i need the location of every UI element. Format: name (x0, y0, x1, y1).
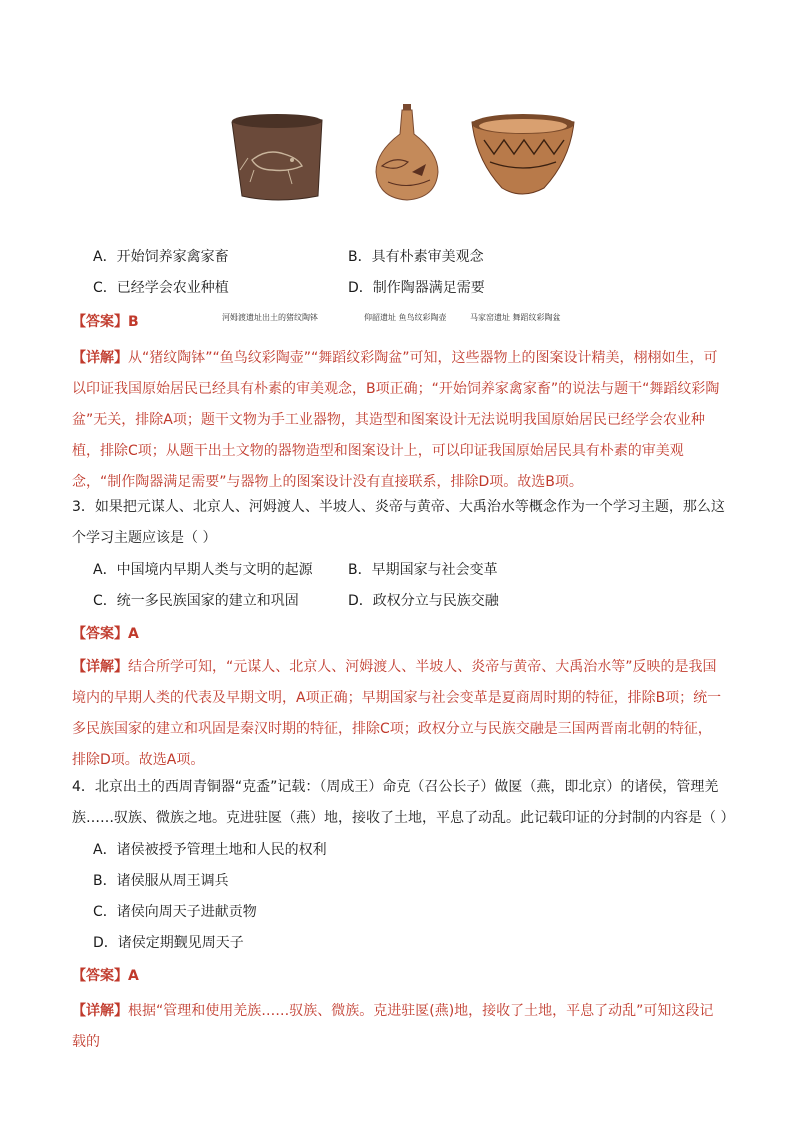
explanation (72, 343, 724, 498)
option-b: B．具有朴素审美观念 (348, 249, 484, 265)
pig-pattern-bowl-image (232, 114, 322, 200)
fish-bird-pot-image (376, 104, 438, 200)
artifact-caption: 河姆渡遗址出土的猪纹陶钵 (222, 313, 318, 322)
answer-value: B (128, 314, 139, 330)
option-b: B．诸侯服从周王调兵 (93, 873, 229, 889)
explanation-label: 【详解】 (72, 1003, 128, 1019)
answer-label: 【答案】 (72, 626, 128, 642)
explanation-text: 从“猪纹陶钵”“鱼鸟纹彩陶壶”“舞蹈纹彩陶盆”可知，这些器物上的图案设计精美，栩栩如生，可以印证我国原始居民已经具有朴素的审美观念，B项正确；“开始饲养家禽家畜”的说法与题干“舞蹈纹彩陶盆”无关，排除A项；题干文物为手工业器物，其造型和图案设计无法说明我国原始居民已经学会农业种植，排除C项；从题干出土文物的器物造型和图案设计上，可以印证我国原始居民具有朴素的审美观念，“制作陶器满足需要”与器物上的图案设计没有直接联系，排除D项。故选B项。 (72, 350, 720, 490)
question-4-stem-line-2: 族……驭族、微族之地。克进驻匽（燕）地，接收了土地，平息了动乱。此记载印证的分封制的内容是（ ） (72, 810, 735, 826)
option-c: C．已经学会农业种植 (93, 280, 229, 296)
artifact-illustration (222, 100, 578, 210)
explanation-text: 结合所学可知，“元谋人、北京人、河姆渡人、半坡人、炎帝与黄帝、大禹治水等”反映的是我国境内的早期人类的代表及早期文明，A项正确；早期国家与社会变革是夏商周时期的特征，排除B项；统一多民族国家的建立和巩固是秦汉时期的特征，排除C项；政权分立与民族交融是三国两晋南北朝的特征，排除D项。故选A项。 (72, 659, 722, 768)
answer-value: A (128, 968, 139, 984)
question-4-stem-line-1: 4．北京出土的西周青铜器“克盉”记载：（周成王）命克（召公长子）做匽（燕，即北京）的诸侯，管理羌 (72, 779, 719, 795)
question-3-stem-line-2: 个学习主题应该是（ ） (72, 530, 217, 546)
explanation-label: 【详解】 (72, 350, 128, 366)
answer-value: A (128, 626, 139, 642)
option-a: A．中国境内早期人类与文明的起源 (93, 562, 313, 578)
option-b: B．早期国家与社会变革 (348, 562, 498, 578)
answer-line (72, 965, 139, 985)
explanation (72, 996, 724, 1058)
answer-label: 【答案】 (72, 314, 128, 330)
dancing-pattern-basin-image (472, 114, 574, 194)
artifact-caption: 仰韶遗址 鱼鸟纹彩陶壶 (364, 313, 447, 322)
option-c: C．诸侯向周天子进献贡物 (93, 904, 257, 920)
artifact-caption: 马家窑遗址 舞蹈纹彩陶盆 (470, 313, 561, 322)
option-d: D．制作陶器满足需要 (348, 280, 485, 296)
explanation (72, 652, 724, 776)
option-a: A．诸侯被授予管理土地和人民的权利 (93, 842, 327, 858)
explanation-label: 【详解】 (72, 659, 128, 675)
answer-label: 【答案】 (72, 968, 128, 984)
answer-line (72, 623, 139, 643)
option-d: D．政权分立与民族交融 (348, 593, 499, 609)
answer-line (72, 311, 139, 331)
option-c: C．统一多民族国家的建立和巩固 (93, 593, 299, 609)
explanation-text: 根据“管理和使用羌族……驭族、微族。克进驻匽(燕)地，接收了土地，平息了动乱”可知这段记载的 (72, 1003, 714, 1050)
option-d: D．诸侯定期觐见周天子 (93, 935, 244, 951)
question-3-stem-line-1: 3．如果把元谋人、北京人、河姆渡人、半坡人、炎帝与黄帝、大禹治水等概念作为一个学习主题，那么这 (72, 499, 725, 515)
option-a: A．开始饲养家禽家畜 (93, 249, 229, 265)
